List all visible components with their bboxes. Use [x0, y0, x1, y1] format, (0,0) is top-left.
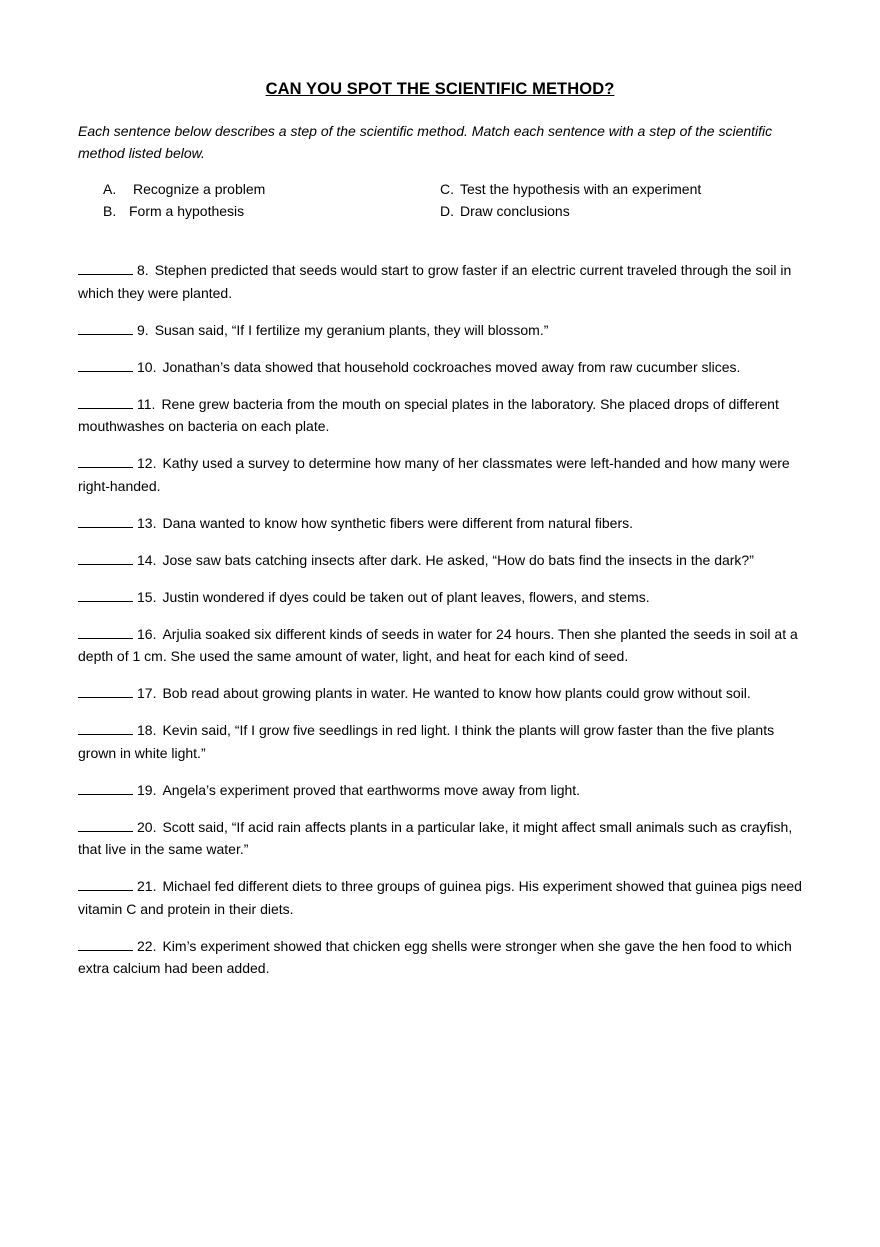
question-text: Kim’s experiment showed that chicken egg shells were stronger when she gave the hen food to which extra calcium had been added. [78, 937, 792, 976]
question-item [78, 935, 802, 980]
question-item [78, 452, 802, 497]
question-number: 21. [137, 878, 157, 894]
question-text: Kathy used a survey to determine how many of her classmates were left-handed and how many were right-handed. [78, 455, 790, 494]
question-item [78, 682, 802, 705]
question-item [78, 719, 802, 764]
question-number: 13. [137, 514, 157, 531]
option-a [103, 179, 265, 201]
option-text: Recognize a problem [133, 181, 266, 197]
question-item [78, 356, 802, 379]
question-number: 22. [137, 937, 157, 954]
answer-blank[interactable] [78, 780, 133, 795]
option-letter: C. [440, 181, 454, 197]
question-item [78, 623, 802, 668]
answer-blank[interactable] [78, 320, 133, 335]
question-item [78, 393, 802, 438]
answer-blank[interactable] [78, 587, 133, 602]
option-text: Form a hypothesis [129, 202, 245, 219]
option-text: Draw conclusions [460, 202, 570, 219]
question-item [78, 259, 802, 304]
question-number: 8. [137, 262, 149, 278]
question-text: Dana wanted to know how synthetic fibers were different from natural fibers. [162, 514, 633, 531]
answer-blank[interactable] [78, 720, 133, 735]
answer-blank[interactable] [78, 453, 133, 468]
question-text: Justin wondered if dyes could be taken out of plant leaves, flowers, and stems. [162, 588, 650, 605]
answer-blank[interactable] [78, 683, 133, 698]
page-title: CAN YOU SPOT THE SCIENTIFIC METHOD? [265, 80, 615, 98]
question-text: Susan said, “If I fertilize my geranium plants, they will blossom.” [154, 321, 549, 338]
question-number: 18. [137, 722, 157, 738]
question-item [78, 779, 802, 802]
question-item [78, 816, 802, 861]
question-text: Stephen predicted that seeds would start to grow faster if an electric current traveled through the soil in which they were planted. [78, 262, 792, 301]
question-number: 14. [137, 551, 157, 568]
instructions-text: Each sentence below describes a step of the scientific method. Match each sentence with a step of the scientific method listed below. [78, 123, 773, 161]
question-number: 20. [137, 818, 157, 835]
answer-blank[interactable] [78, 260, 133, 275]
answer-blank[interactable] [78, 876, 133, 891]
option-letter: B. [103, 202, 117, 219]
option-d [440, 201, 570, 223]
question-number: 10. [137, 358, 157, 375]
question-text: Kevin said, “If I grow five seedlings in red light. I think the plants will grow faster than the five plants grown in white light.” [78, 722, 775, 761]
question-item [78, 875, 802, 920]
question-text: Scott said, “If acid rain affects plants in a particular lake, it might affect small animals such as crayfish, that live in the same water.” [78, 818, 793, 857]
question-item [78, 549, 802, 572]
answer-blank[interactable] [78, 550, 133, 565]
question-text: Arjulia soaked six different kinds of seeds in water for 24 hours. Then she planted the seeds in soil at a depth of 1 cm. She used the same amount of water, light, and heat for each kind of seed. [78, 625, 798, 664]
question-number: 15. [137, 588, 157, 605]
question-item [78, 319, 802, 342]
question-text: Bob read about growing plants in water. He wanted to know how plants could grow without soil. [162, 685, 751, 701]
option-b [103, 201, 244, 223]
option-letter: A. [103, 181, 117, 197]
question-item [78, 586, 802, 609]
question-list [78, 259, 802, 994]
option-letter: D. [440, 202, 454, 219]
question-number: 12. [137, 455, 157, 471]
question-number: 11. [137, 395, 156, 412]
question-text: Michael fed different diets to three groups of guinea pigs. His experiment showed that guinea pigs need vitamin C and protein in their diets. [78, 878, 802, 917]
answer-blank[interactable] [78, 357, 133, 372]
option-text: Test the hypothesis with an experiment [460, 181, 702, 197]
question-text: Jonathan’s data showed that household cockroaches moved away from raw cucumber slices. [162, 358, 741, 375]
question-text: Angela’s experiment proved that earthworms move away from light. [162, 781, 581, 798]
question-text: Jose saw bats catching insects after dark. He asked, “How do bats find the insects in the dark?” [162, 551, 754, 568]
option-c [440, 179, 701, 201]
answer-blank[interactable] [78, 936, 133, 951]
answer-blank[interactable] [78, 394, 133, 409]
question-text: Rene grew bacteria from the mouth on special plates in the laboratory. She placed drops of different mouthwashes on bacteria on each plate. [78, 395, 779, 434]
answer-blank[interactable] [78, 817, 133, 832]
question-number: 19. [137, 781, 157, 798]
question-number: 16. [137, 625, 157, 642]
question-item [78, 512, 802, 535]
question-number: 9. [137, 321, 149, 338]
question-number: 17. [137, 685, 157, 701]
answer-blank[interactable] [78, 624, 133, 639]
answer-blank[interactable] [78, 513, 133, 528]
